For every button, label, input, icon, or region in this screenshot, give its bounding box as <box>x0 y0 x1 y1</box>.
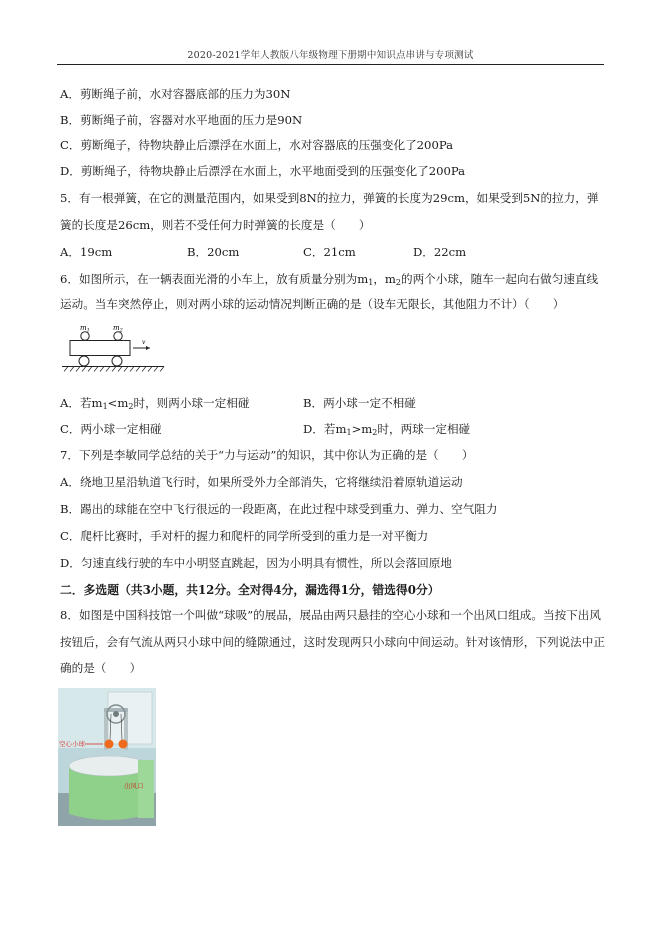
ball-m1 <box>81 332 89 340</box>
q6-stem-line2: 运动。当车突然停止，则对两小球的运动情况判断正确的是（设车无限长，其他阻力不计）（ ） <box>60 297 565 311</box>
q8-stem-line1: 8．如图是中国科技馆一个叫做“球吸”的展品，展品由两只悬挂的空心小球和一个出风口组成。当按下出风 <box>60 608 601 622</box>
header-rule <box>57 64 604 65</box>
ball-suction-exhibit-photo <box>58 688 156 826</box>
q6-option-b: B．两小球一定不相碰 <box>303 396 416 410</box>
air-outlet-label: 出风口 <box>124 782 144 790</box>
q5-option-b: B．20cm <box>187 245 240 259</box>
q7-option-b: B．踢出的球能在空中飞行很远的一段距离，在此过程中球受到重力、弹力、空气阻力 <box>60 502 498 516</box>
m1-label: $m_1$ <box>80 324 90 334</box>
q4-option-a: A．剪断绳子前，水对容器底部的压力为30N <box>60 87 291 101</box>
page-header: 2020-2021学年人教版八年级物理下册期中知识点串讲与专项测试 <box>187 50 474 61</box>
q7-stem: 7．下列是李敏同学总结的关于“力与运动”的知识，其中你认为正确的是（ ） <box>60 448 474 462</box>
q4-option-c: C．剪断绳子，待物块静止后漂浮在水面上，水对容器底的压强变化了200Pa <box>60 138 454 152</box>
q6-stem-line1: 6．如图所示，在一辆表面光滑的小车上，放有质量分别为$m_1$，$m_2$的两个小球，随车一起向右做匀速直线 <box>60 272 599 287</box>
q6-option-a: A．若$m_1<m_2$时，则两小球一定相碰 <box>60 396 250 411</box>
cart-figure <box>60 322 170 382</box>
q6-option-d: D．若$m_1>m_2$时，两球一定相碰 <box>303 422 471 437</box>
hollow-ball-label: 空心小球 <box>59 740 85 748</box>
q5-option-d: D．22cm <box>413 245 467 259</box>
ground-hatching <box>64 367 164 372</box>
section-multiple-choice-title: 二．多选题（共3小题，共12分。全对得4分，漏选得1分，错选得0分） <box>60 583 440 597</box>
cart-body <box>70 341 130 356</box>
q6-option-c: C．两小球一定相碰 <box>60 422 162 436</box>
cart-wheel-right <box>112 356 122 366</box>
q8-stem-line2: 按钮后，会有气流从两只小球中间的缝隙通过，这时发现两只小球向中间运动。针对该情形，下列说法中正 <box>60 635 605 649</box>
ball-m2 <box>114 332 122 340</box>
q8-stem-line3: 确的是（ ） <box>60 661 142 675</box>
velocity-arrowhead <box>146 346 150 350</box>
q4-option-b: B．剪断绳子前，容器对水平地面的压力是90N <box>60 113 303 127</box>
right-ball <box>119 740 128 749</box>
cart-wheel-left <box>79 356 89 366</box>
m2-label: $m_2$ <box>113 324 123 334</box>
q5-stem-line2: 簧的长度是26cm，则若不受任何力时弹簧的长度是（ ） <box>60 218 371 232</box>
v-label: v <box>142 339 146 346</box>
q7-option-a: A．绕地卫星沿轨道飞行时，如果所受外力全部消失，它将继续沿着原轨道运动 <box>60 475 463 489</box>
q5-stem-line1: 5．有一根弹簧，在它的测量范围内，如果受到8N的拉力，弹簧的长度为29cm，如果受到5N的拉力，弹 <box>60 191 599 205</box>
q5-option-c: C．21cm <box>303 245 356 259</box>
q4-option-d: D．剪断绳子，待物块静止后漂浮在水面上，水平地面受到的压强变化了200Pa <box>60 164 466 178</box>
left-ball <box>105 740 114 749</box>
q7-option-c: C．爬杆比赛时，手对杆的握力和爬杆的同学所受到的重力是一对平衡力 <box>60 529 429 543</box>
q5-option-a: A．19cm <box>60 245 113 259</box>
q7-option-d: D．匀速直线行驶的车中小明竖直跳起，因为小明具有惯性，所以会落回原地 <box>60 556 452 570</box>
